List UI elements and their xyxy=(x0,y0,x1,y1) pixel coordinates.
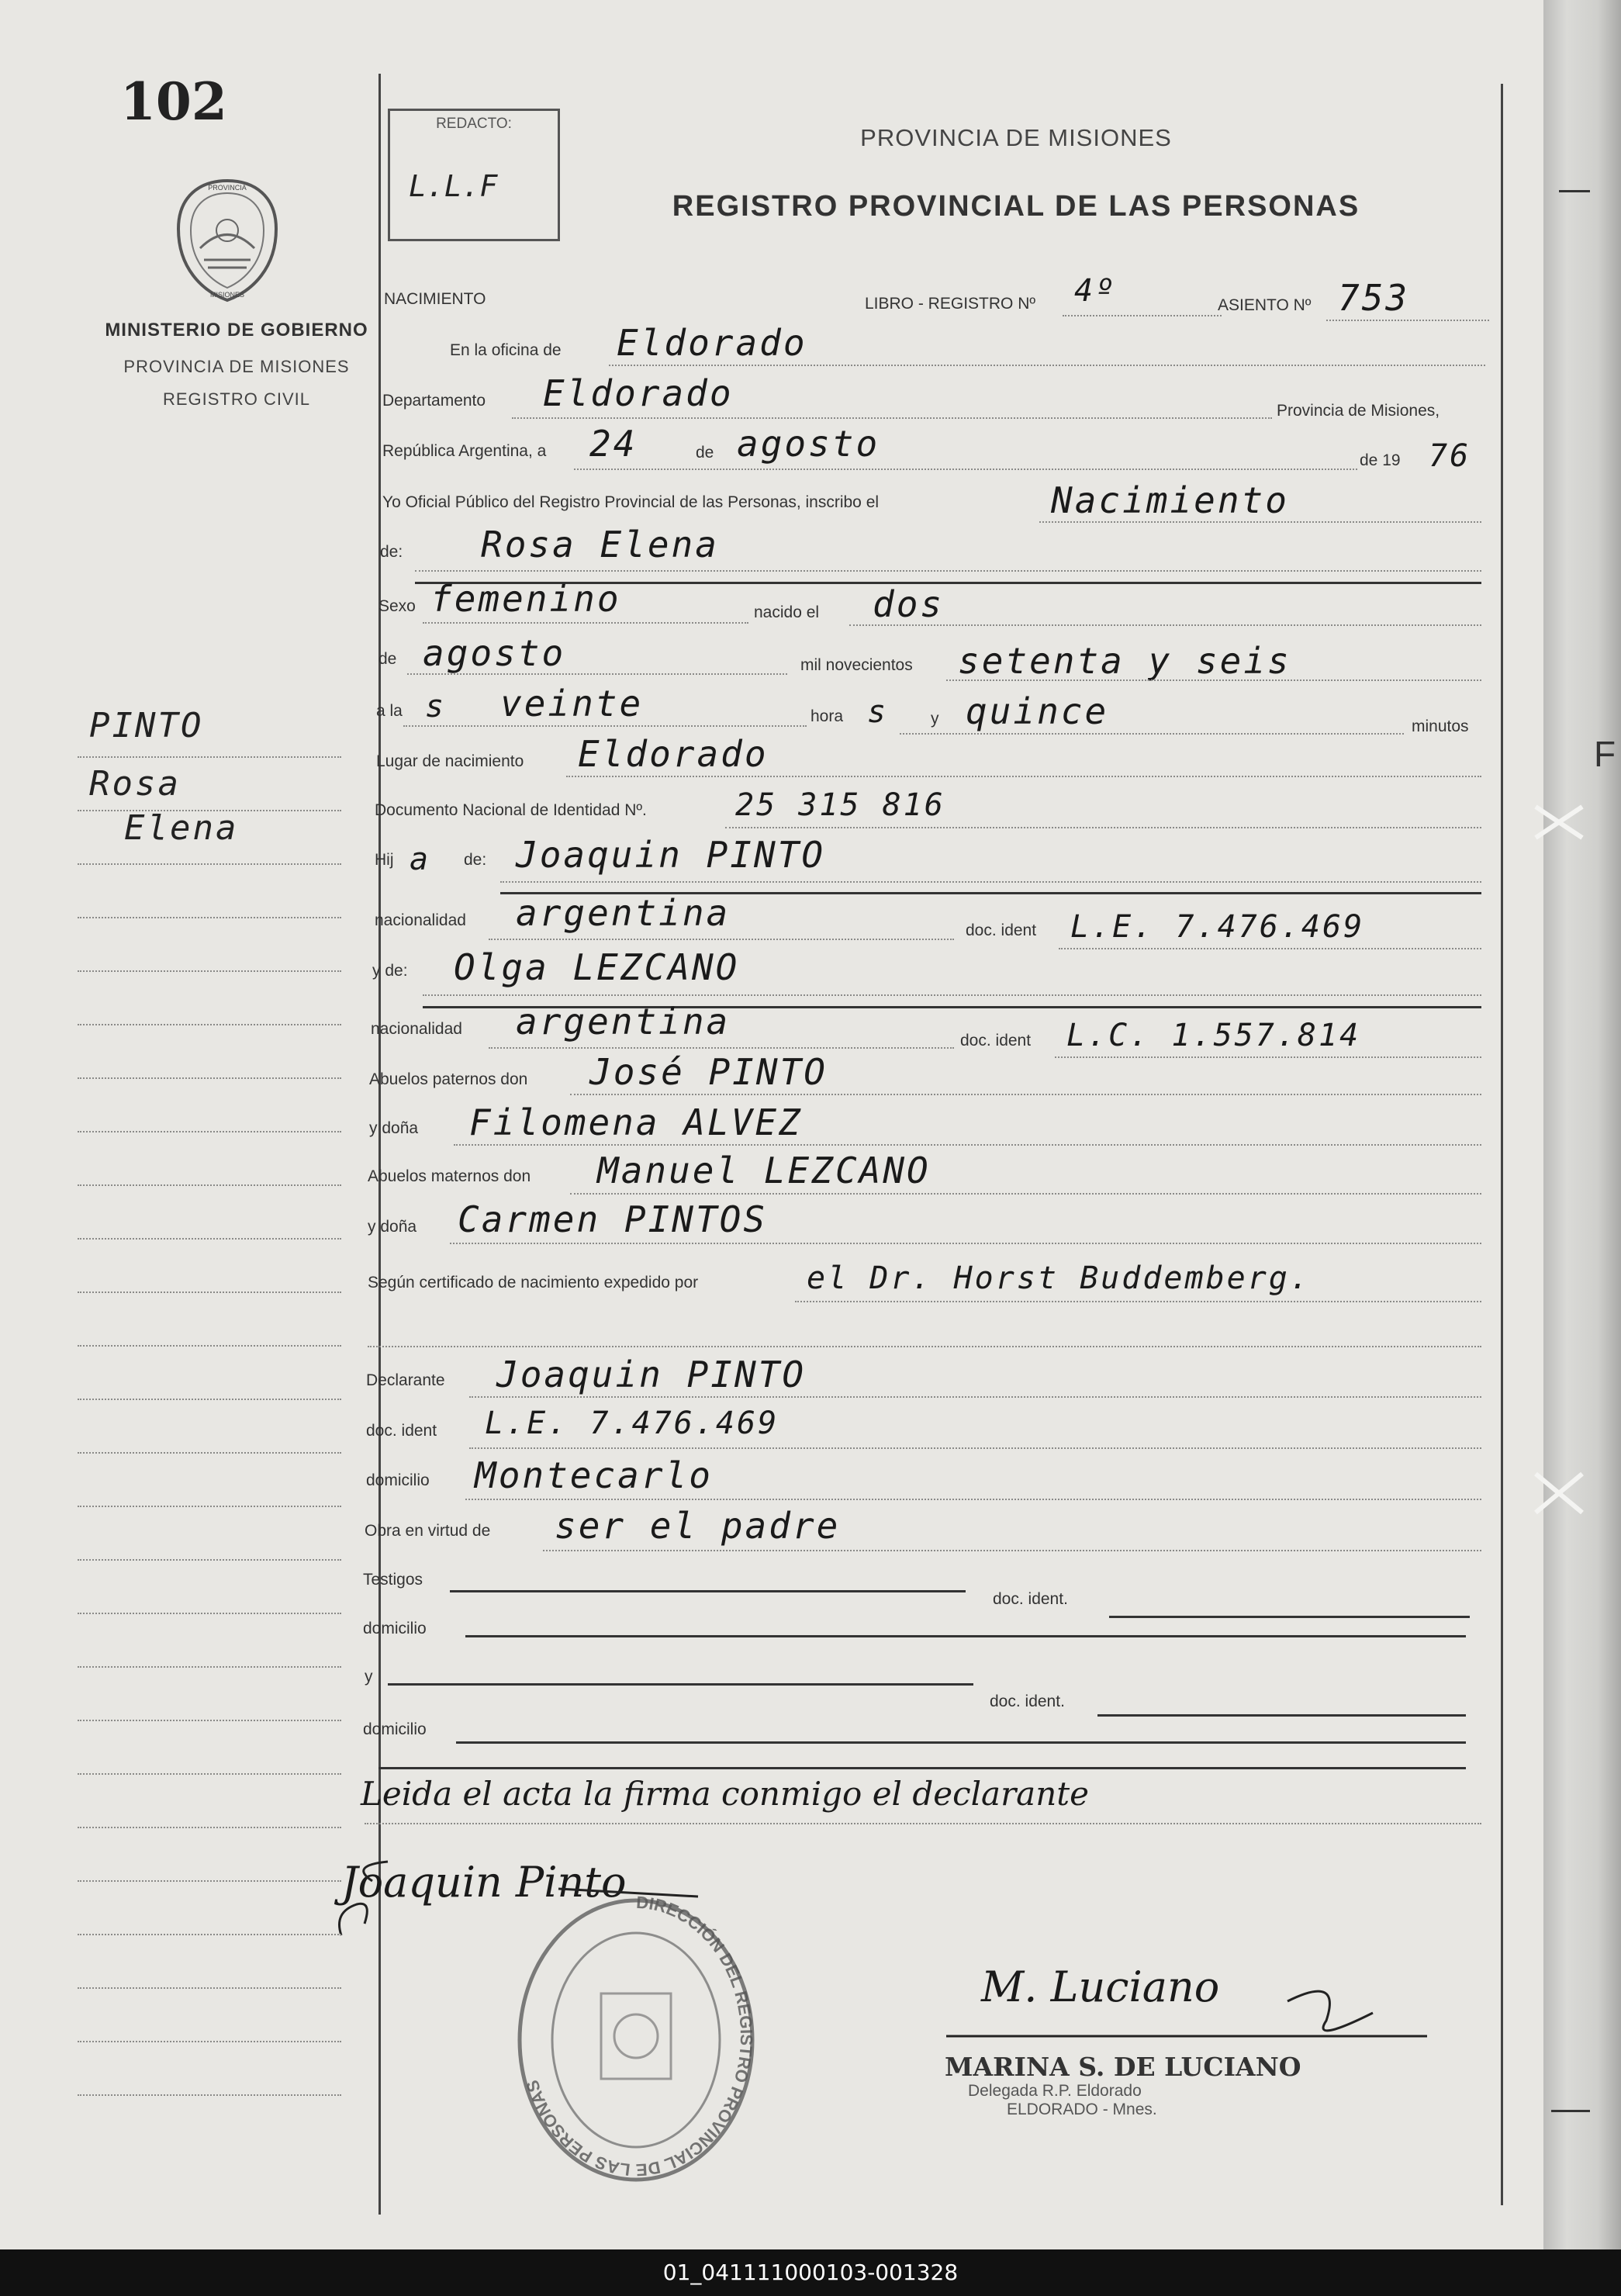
margin-rule xyxy=(78,1292,341,1293)
dni-dots xyxy=(725,827,1481,828)
abuelos-mat-label: Abuelos maternos don xyxy=(368,1167,531,1185)
margin-rule xyxy=(78,1559,341,1561)
decl-doc-dots xyxy=(469,1447,1481,1449)
margin-rule xyxy=(78,1506,341,1507)
hora-dots xyxy=(403,725,807,727)
certificado-value: el Dr. Horst Buddemberg. xyxy=(807,1260,1311,1296)
margin-rule xyxy=(78,2094,341,2096)
nacido-value: dos xyxy=(873,583,945,625)
margin-note-name2: Elena xyxy=(124,808,239,848)
hij-de-label: de: xyxy=(464,851,487,869)
closing-line xyxy=(378,1767,1466,1769)
official-signature: M. Luciano xyxy=(981,1962,1220,2011)
margin-rule xyxy=(78,917,341,918)
round-seal-icon xyxy=(508,1885,764,2195)
departamento-value: Eldorado xyxy=(543,372,734,414)
abuela-pat-dots xyxy=(454,1144,1481,1146)
month2-value: agosto xyxy=(423,632,566,674)
margin-rule xyxy=(78,1399,341,1400)
father-doc-dots xyxy=(1059,948,1481,949)
margin-note-surname: PINTO xyxy=(89,706,204,745)
leida-dots xyxy=(365,1823,1481,1824)
oficina-value: Eldorado xyxy=(617,322,807,364)
obra-value: ser el padre xyxy=(555,1505,841,1547)
declarante-dots xyxy=(469,1396,1481,1398)
blank-line-1 xyxy=(368,1346,1481,1347)
name-dots xyxy=(415,570,1481,572)
margin-rule xyxy=(78,1452,341,1454)
testigos-doc-line xyxy=(1109,1616,1470,1618)
edge-tick-2 xyxy=(1551,2110,1590,2112)
header-province: PROVINCIA DE MISIONES xyxy=(860,124,1172,151)
abuela-pat-label: y doña xyxy=(369,1119,419,1137)
official-location: ELDORADO - Mnes. xyxy=(1007,2101,1157,2118)
edge-tick-1 xyxy=(1559,190,1590,192)
abuela-mat-value: Carmen PINTOS xyxy=(458,1198,768,1240)
name-value: Rosa Elena xyxy=(481,524,719,565)
svg-text:DIRECCIÓN DEL REGISTRO PROVINC: DIRECCIÓN DEL REGISTRO PROVINCIAL DE LAS PERSONAS xyxy=(522,1892,757,2180)
official-role: Delegada R.P. Eldorado xyxy=(968,2082,1142,2100)
father-nat-label: nacionalidad xyxy=(375,911,466,929)
margin-note-name1: Rosa xyxy=(89,764,181,804)
witness2-line xyxy=(388,1683,973,1686)
ministry-name: MINISTERIO DE GOBIERNO xyxy=(105,320,368,341)
binding-edge xyxy=(1543,0,1621,2249)
father-doc-label: doc. ident xyxy=(966,922,1037,939)
staple-mark-icon xyxy=(1528,791,1590,853)
margin-rule xyxy=(78,1345,341,1347)
obra-label: Obra en virtud de xyxy=(365,1522,491,1540)
decl-doc-value: L.E. 7.476.469 xyxy=(485,1406,779,1441)
hij-suffix: a xyxy=(410,842,431,877)
hij-label: Hij xyxy=(375,851,394,869)
margin-rule xyxy=(78,1773,341,1775)
republica-dots xyxy=(574,469,1357,470)
margin-rule xyxy=(78,970,341,972)
testigos-dom-line xyxy=(465,1635,1466,1637)
day-value: 24 xyxy=(589,423,638,465)
domicilio-label: domicilio xyxy=(366,1471,430,1489)
year-suffix: 76 xyxy=(1429,438,1471,474)
lugar-dots xyxy=(566,776,1481,777)
witness2-doc-label: doc. ident. xyxy=(990,1693,1065,1710)
domicilio-dots xyxy=(465,1499,1481,1500)
certificado-label: Según certificado de nacimiento expedido por xyxy=(368,1274,699,1292)
declarante-label: Declarante xyxy=(366,1371,445,1389)
svg-text:MISIONES: MISIONES xyxy=(209,291,245,299)
asiento-label: ASIENTO Nº xyxy=(1218,296,1312,314)
testigos-label: Testigos xyxy=(363,1571,423,1589)
redacto-value: L.L.F xyxy=(409,169,498,203)
de-name-label: de: xyxy=(380,543,403,561)
margin-rule xyxy=(78,756,341,758)
margin-rule xyxy=(78,1024,341,1025)
father-dots xyxy=(500,881,1481,883)
provincia-label: Provincia de Misiones, xyxy=(1277,402,1440,420)
header-title: REGISTRO PROVINCIAL DE LAS PERSONAS xyxy=(672,190,1360,223)
abuela-mat-label: y doña xyxy=(368,1218,417,1236)
hora-value: veinte xyxy=(500,683,644,724)
margin-rule xyxy=(78,1077,341,1079)
mother-dots xyxy=(423,994,1481,996)
month-value: agosto xyxy=(737,423,880,465)
minutos-dots xyxy=(900,733,1404,735)
testigos-line xyxy=(450,1590,966,1592)
mother-value: Olga LEZCANO xyxy=(454,946,740,988)
testigos-dom-label: domicilio xyxy=(363,1620,427,1637)
decl-doc-label: doc. ident xyxy=(366,1422,437,1440)
hora-s: s xyxy=(867,694,889,730)
alas-s: s xyxy=(425,689,447,724)
mother-doc-label: doc. ident xyxy=(960,1032,1032,1049)
father-nat-dots xyxy=(489,939,954,940)
lugar-value: Eldorado xyxy=(578,733,769,775)
mother-doc-dots xyxy=(1055,1056,1481,1058)
inscribo-value: Nacimiento xyxy=(1051,479,1289,521)
de2-label: de xyxy=(378,650,397,668)
departamento-dots xyxy=(512,417,1272,419)
edge-mark-f: F xyxy=(1594,734,1616,774)
type-label: NACIMIENTO xyxy=(384,290,486,308)
asiento-dots xyxy=(1326,320,1489,321)
abuelo-pat-dots xyxy=(570,1094,1481,1095)
domicilio-value: Montecarlo xyxy=(475,1454,713,1496)
y-witness-label: y xyxy=(365,1668,373,1686)
year-words-value: setenta y seis xyxy=(958,640,1291,682)
abuelo-pat-value: José PINTO xyxy=(589,1051,828,1093)
mil-label: mil novecientos xyxy=(800,656,913,674)
margin-rule xyxy=(78,1720,341,1721)
father-nat-value: argentina xyxy=(516,892,731,934)
y-label: y xyxy=(931,710,939,728)
minutos-value: quince xyxy=(966,690,1109,732)
official-signature-flourish-icon xyxy=(938,1959,1435,2052)
oficial-text: Yo Oficial Público del Registro Provincial de las Personas, inscribo el xyxy=(382,493,880,511)
abuelo-mat-value: Manuel LEZCANO xyxy=(597,1150,931,1191)
ministry-office: REGISTRO CIVIL xyxy=(162,389,311,409)
margin-rule xyxy=(78,1827,341,1828)
margin-rule xyxy=(78,1666,341,1668)
margin-rule xyxy=(78,1613,341,1614)
testigos-doc-label: doc. ident. xyxy=(993,1590,1068,1608)
departamento-label: Departamento xyxy=(382,392,486,410)
abuela-pat-value: Filomena ALVEZ xyxy=(469,1101,803,1143)
sexo-dots xyxy=(423,622,748,624)
year-prefix-label: de 19 xyxy=(1360,451,1401,469)
father-value: Joaquin PINTO xyxy=(516,834,826,876)
witness2-dom-line xyxy=(456,1741,1466,1744)
month2-dots xyxy=(407,673,787,675)
witness2-dom-label: domicilio xyxy=(363,1720,427,1738)
official-name-stamp xyxy=(945,2052,1309,2119)
declarant-signature: Joaquin Pinto xyxy=(341,1858,627,1907)
ministry-province: PROVINCIA DE MISIONES xyxy=(123,357,350,376)
libro-dots xyxy=(1063,315,1222,316)
year-words-dots xyxy=(946,679,1481,681)
form-right-border xyxy=(1501,84,1503,2205)
margin-rule xyxy=(78,810,341,811)
abuelo-mat-dots xyxy=(570,1193,1481,1195)
father-doc-value: L.E. 7.476.469 xyxy=(1070,909,1365,945)
oficina-label: En la oficina de xyxy=(450,341,562,359)
inscribo-dots xyxy=(1039,521,1481,523)
margin-rule xyxy=(78,1987,341,1989)
nacido-label: nacido el xyxy=(754,603,820,621)
alas-label: a la xyxy=(376,702,403,720)
sexo-label: Sexo xyxy=(378,597,416,615)
margin-rule xyxy=(78,1934,341,1935)
abuelos-pat-label: Abuelos paternos don xyxy=(369,1070,528,1088)
leida-text: Leida el acta la firma conmigo el declarante xyxy=(361,1775,1089,1813)
declarante-value: Joaquin PINTO xyxy=(496,1354,807,1395)
margin-rule xyxy=(78,863,341,865)
dni-value: 25 315 816 xyxy=(735,787,945,823)
page-number: 102 xyxy=(120,71,227,132)
mother-doc-value: L.C. 1.557.814 xyxy=(1066,1018,1361,1053)
minutos-label: minutos xyxy=(1412,718,1469,735)
certificado-dots xyxy=(795,1301,1481,1302)
libro-value: 4º xyxy=(1074,273,1117,309)
hora-label: hora xyxy=(810,707,844,725)
official-name: MARINA S. DE LUCIANO xyxy=(945,2052,1301,2082)
margin-rule xyxy=(78,1131,341,1132)
asiento-value: 753 xyxy=(1338,277,1410,319)
footer-identifier: 01_041111000103-001328 xyxy=(0,2249,1621,2296)
margin-rule xyxy=(78,1238,341,1240)
mother-nat-value: argentina xyxy=(516,1001,731,1043)
nacido-dots xyxy=(849,624,1481,626)
mother-nat-dots xyxy=(489,1047,954,1049)
lugar-label: Lugar de nacimiento xyxy=(376,752,524,770)
margin-rule xyxy=(78,2041,341,2042)
redacto-box xyxy=(388,109,560,241)
redacto-label: REDACTO: xyxy=(436,116,512,132)
margin-rule xyxy=(78,1880,341,1882)
obra-dots xyxy=(543,1550,1481,1551)
sexo-value: femenino xyxy=(430,578,621,620)
svg-text:PROVINCIA: PROVINCIA xyxy=(208,184,247,192)
yde-label: y de: xyxy=(372,962,408,980)
libro-label: LIBRO - REGISTRO Nº xyxy=(865,295,1036,313)
margin-rule xyxy=(78,1184,341,1186)
abuela-mat-dots xyxy=(450,1243,1481,1244)
oficina-dots xyxy=(609,365,1485,366)
mother-nat-label: nacionalidad xyxy=(371,1020,462,1038)
republica-label: República Argentina, a xyxy=(382,442,547,460)
province-crest-icon xyxy=(169,175,285,306)
witness2-doc-line xyxy=(1097,1714,1466,1717)
dni-label: Documento Nacional de Identidad Nº. xyxy=(375,801,647,819)
de-label: de xyxy=(696,444,714,462)
staple-mark-icon-2 xyxy=(1528,1462,1590,1524)
